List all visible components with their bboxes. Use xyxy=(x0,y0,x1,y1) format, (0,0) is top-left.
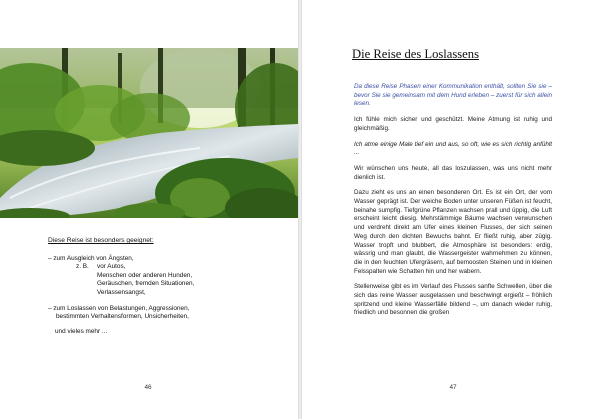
page-number: 46 xyxy=(144,384,152,391)
forest-river-image xyxy=(0,48,298,218)
forest-river-photo xyxy=(0,48,298,218)
suitability-list xyxy=(48,255,288,336)
right-page xyxy=(302,0,600,419)
list-item: Verlassensangst, xyxy=(97,288,146,296)
paragraph: Wir wünschen uns heute, all das loszulassen, was uns nicht mehr dienlich ist. xyxy=(354,164,552,181)
chapter-body xyxy=(354,83,552,325)
list-item: – zum Ausgleich von Ängsten, xyxy=(48,255,134,262)
paragraph: Dazu zieht es uns an einen besonderen Ort. Es ist ein Ort, der vom Wasser geprägt ist. Der weiche Boden unter unseren Füßen ist feucht, beinahe sumpfig. Tiefgrüne Pflanzen wachsen prall und üppig, die Luft erscheint leicht diesig. Mehrstämmige Bäume wachsen verwunschen und verdreht direkt am Ufer eines kleinen Flusses, der sich seinen Weg durch den dichten Bewuchs bahnt. Er fließt ruhig, aber zügig. Wasser tropft und blubbert, die Atmosphäre ist besonders: erdig, wässrig und man glaubt, die Wassergeister wahrnehmen zu können, die in den feuchten Ufergräsern, auf bemoosten Steinen und in kleinen Felsspalten wie Schatten hin und her wabern. xyxy=(354,189,552,275)
page-number: 47 xyxy=(449,384,457,391)
intro-note: Da diese Reise Phasen einer Kommunikation enthält, sollten Sie sie – bevor Sie sie gemeinsam mit dem Hund erleben – zuerst für sich allein lesen. xyxy=(354,83,552,108)
suitability-heading: Diese Reise ist besonders geeignet: xyxy=(48,237,154,244)
chapter-title: Die Reise des Loslassens xyxy=(352,47,479,61)
paragraph: Ich atme einige Male tief ein und aus, so oft, wie es sich richtig anfühlt ... xyxy=(354,140,552,157)
list-item: bestimmten Verhaltensformen, Unsicherheiten, xyxy=(56,313,189,321)
list-item: und vieles mehr ... xyxy=(55,327,108,335)
list-item: Menschen oder anderen Hunden, xyxy=(97,271,193,279)
left-page xyxy=(0,0,298,419)
paragraph: Stellenweise gibt es im Verlauf des Flusses sanfte Schwellen, über die sich das reine Wasser ausgelassen und beschwingt ergießt – fröhlich spritzend und kleine Wasserfälle bildend –, um danach wieder ruhig, friedlich und besonnen die großen xyxy=(354,283,552,317)
list-item-prefix: z. B. xyxy=(76,263,89,271)
list-item: – zum Loslassen von Belastungen, Aggressionen, xyxy=(48,305,190,313)
paragraph: Ich fühle mich sicher und geschützt. Meine Atmung ist ruhig und gleichmäßig. xyxy=(354,116,552,132)
list-item: Geräuschen, fremden Situationen, xyxy=(97,280,195,288)
list-item xyxy=(48,263,288,271)
list-item-text: vor Autos, xyxy=(97,263,126,271)
